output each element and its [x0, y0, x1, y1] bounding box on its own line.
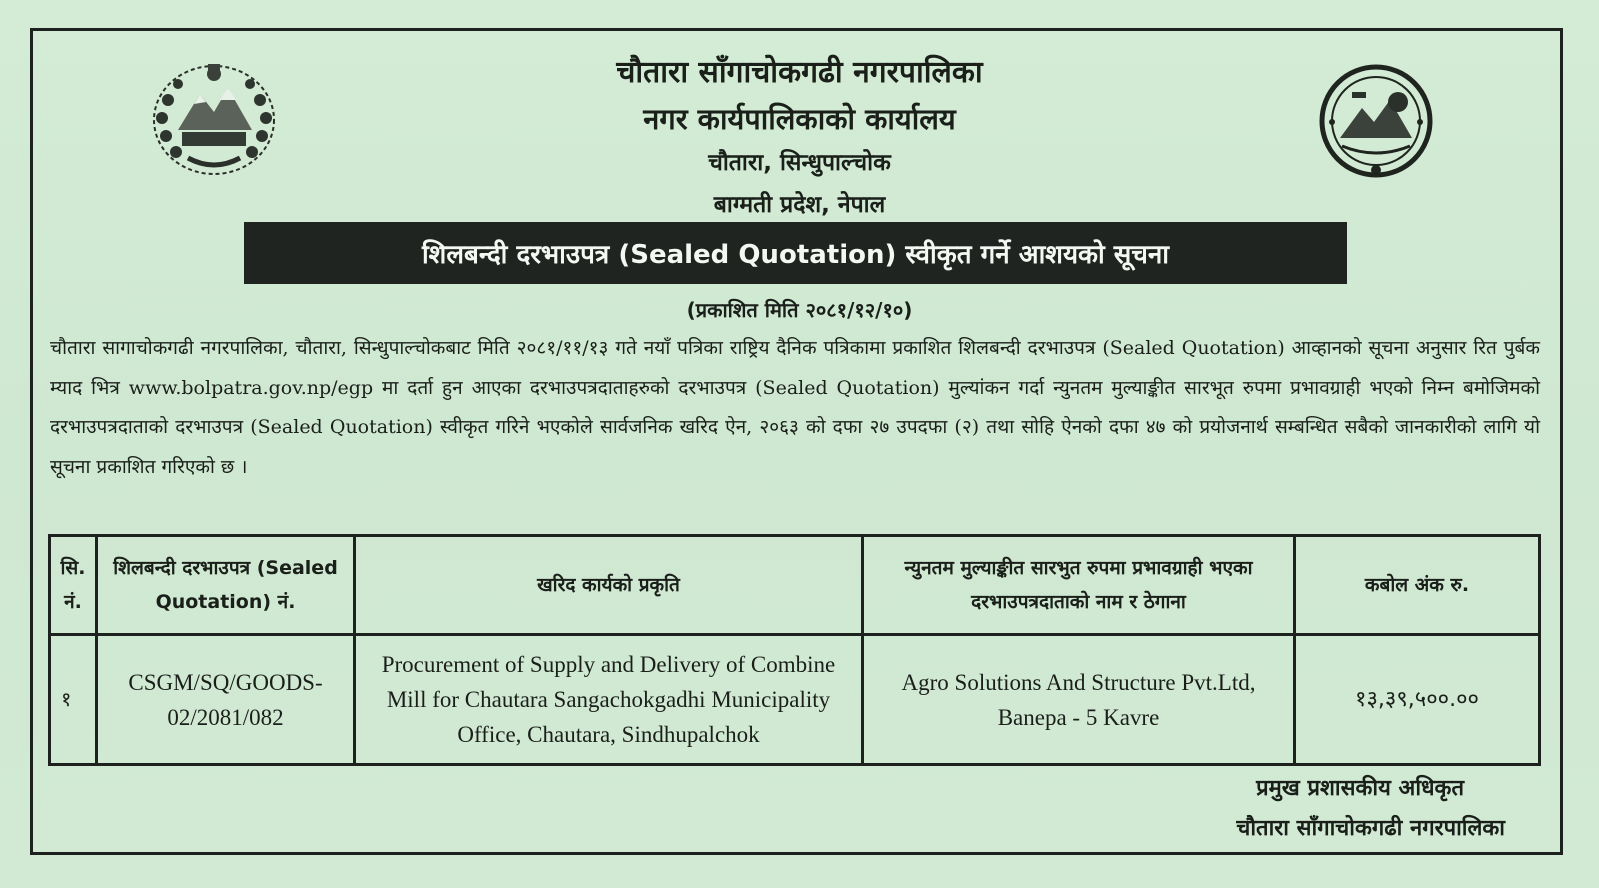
row-bidder: Agro Solutions And Structure Pvt.Ltd, Banepa - 5 Kavre [863, 635, 1295, 765]
table-row [50, 635, 1540, 765]
table-header-row [50, 536, 1540, 635]
signatory-office: चौतारा साँगाचोकगढी नगरपालिका [1236, 816, 1505, 841]
notice-title: शिलबन्दी दरभाउपत्र (Sealed Quotation) स्वीकृत गर्ने आशयको सूचना [421, 240, 1170, 270]
municipality-name: चौतारा साँगाचोकगढी नगरपालिका [616, 55, 983, 90]
header-procurement-nature: खरिद कार्यको प्रकृति [355, 536, 863, 635]
header-quotation-no: शिलबन्दी दरभाउपत्र (Sealed Quotation) नं. [97, 536, 355, 635]
office-name: नगर कार्यपालिकाको कार्यालय [643, 102, 956, 136]
header-amount: कबोल अंक रु. [1295, 536, 1540, 635]
header-sn: सि. नं. [50, 536, 97, 635]
header-bidder: न्युनतम मुल्याङ्कीत सारभुत रुपमा प्रभावग्राही भएका दरभाउपत्रदाताको नाम र ठेगाना [863, 536, 1295, 635]
row-procurement-nature: Procurement of Supply and Delivery of Combine Mill for Chautara Sangachokgadhi Municipality Office, Chautara, Sindhupalchok [355, 635, 863, 765]
notice-title-banner [244, 222, 1347, 284]
office-address: चौतारा, सिन्धुपाल्चोक [708, 150, 891, 176]
notice-body: चौतारा सागाचोकगढी नगरपालिका, चौतारा, सिन्धुपाल्चोकबाट मिति २०८१/११/१३ गते नयाँ पत्रिका राष्ट्रिय दैनिक पत्रिकामा प्रकाशित शिलबन्दी दरभाउपत्र (Sealed Quotation) आव्हानको सूचना अनुसार रित पुर्बक म्याद भित्र www.bolpatra.gov.np/egp मा दर्ता हुन आएका दरभाउपत्रदाताहरुको दरभाउपत्र (Sealed Quotation) मुल्यांकन गर्दा न्युनतम मुल्याङ्कीत सारभूत रुपमा प्रभावग्राही भएको निम्न बमोजिमको दरभाउपत्रदाताको दरभाउपत्र (Sealed Quotation) स्वीकृत गरिने भएकोले सार्वजनिक खरिद ऐन, २०६३ को दफा २७ उपदफा (२) तथा सोहि ऐनको दफा ४७ को प्रयोजनार्थ सम्बन्धित सबैको जानकारीको लागि यो सूचना प्रकाशित गरिएको छ । [50, 337, 1540, 478]
published-date: (प्रकाशित मिति २०८१/१२/१०) [686, 298, 913, 322]
row-quotation-no: CSGM/SQ/GOODS-02/2081/082 [97, 635, 355, 765]
row-sn: १ [50, 635, 97, 765]
row-amount: १३,३९,५००.०० [1295, 635, 1540, 765]
province-country: बाग्मती प्रदेश, नेपाल [713, 192, 886, 218]
signatory-title: प्रमुख प्रशासकीय अधिकृत [1256, 776, 1464, 801]
award-table [48, 534, 1541, 766]
